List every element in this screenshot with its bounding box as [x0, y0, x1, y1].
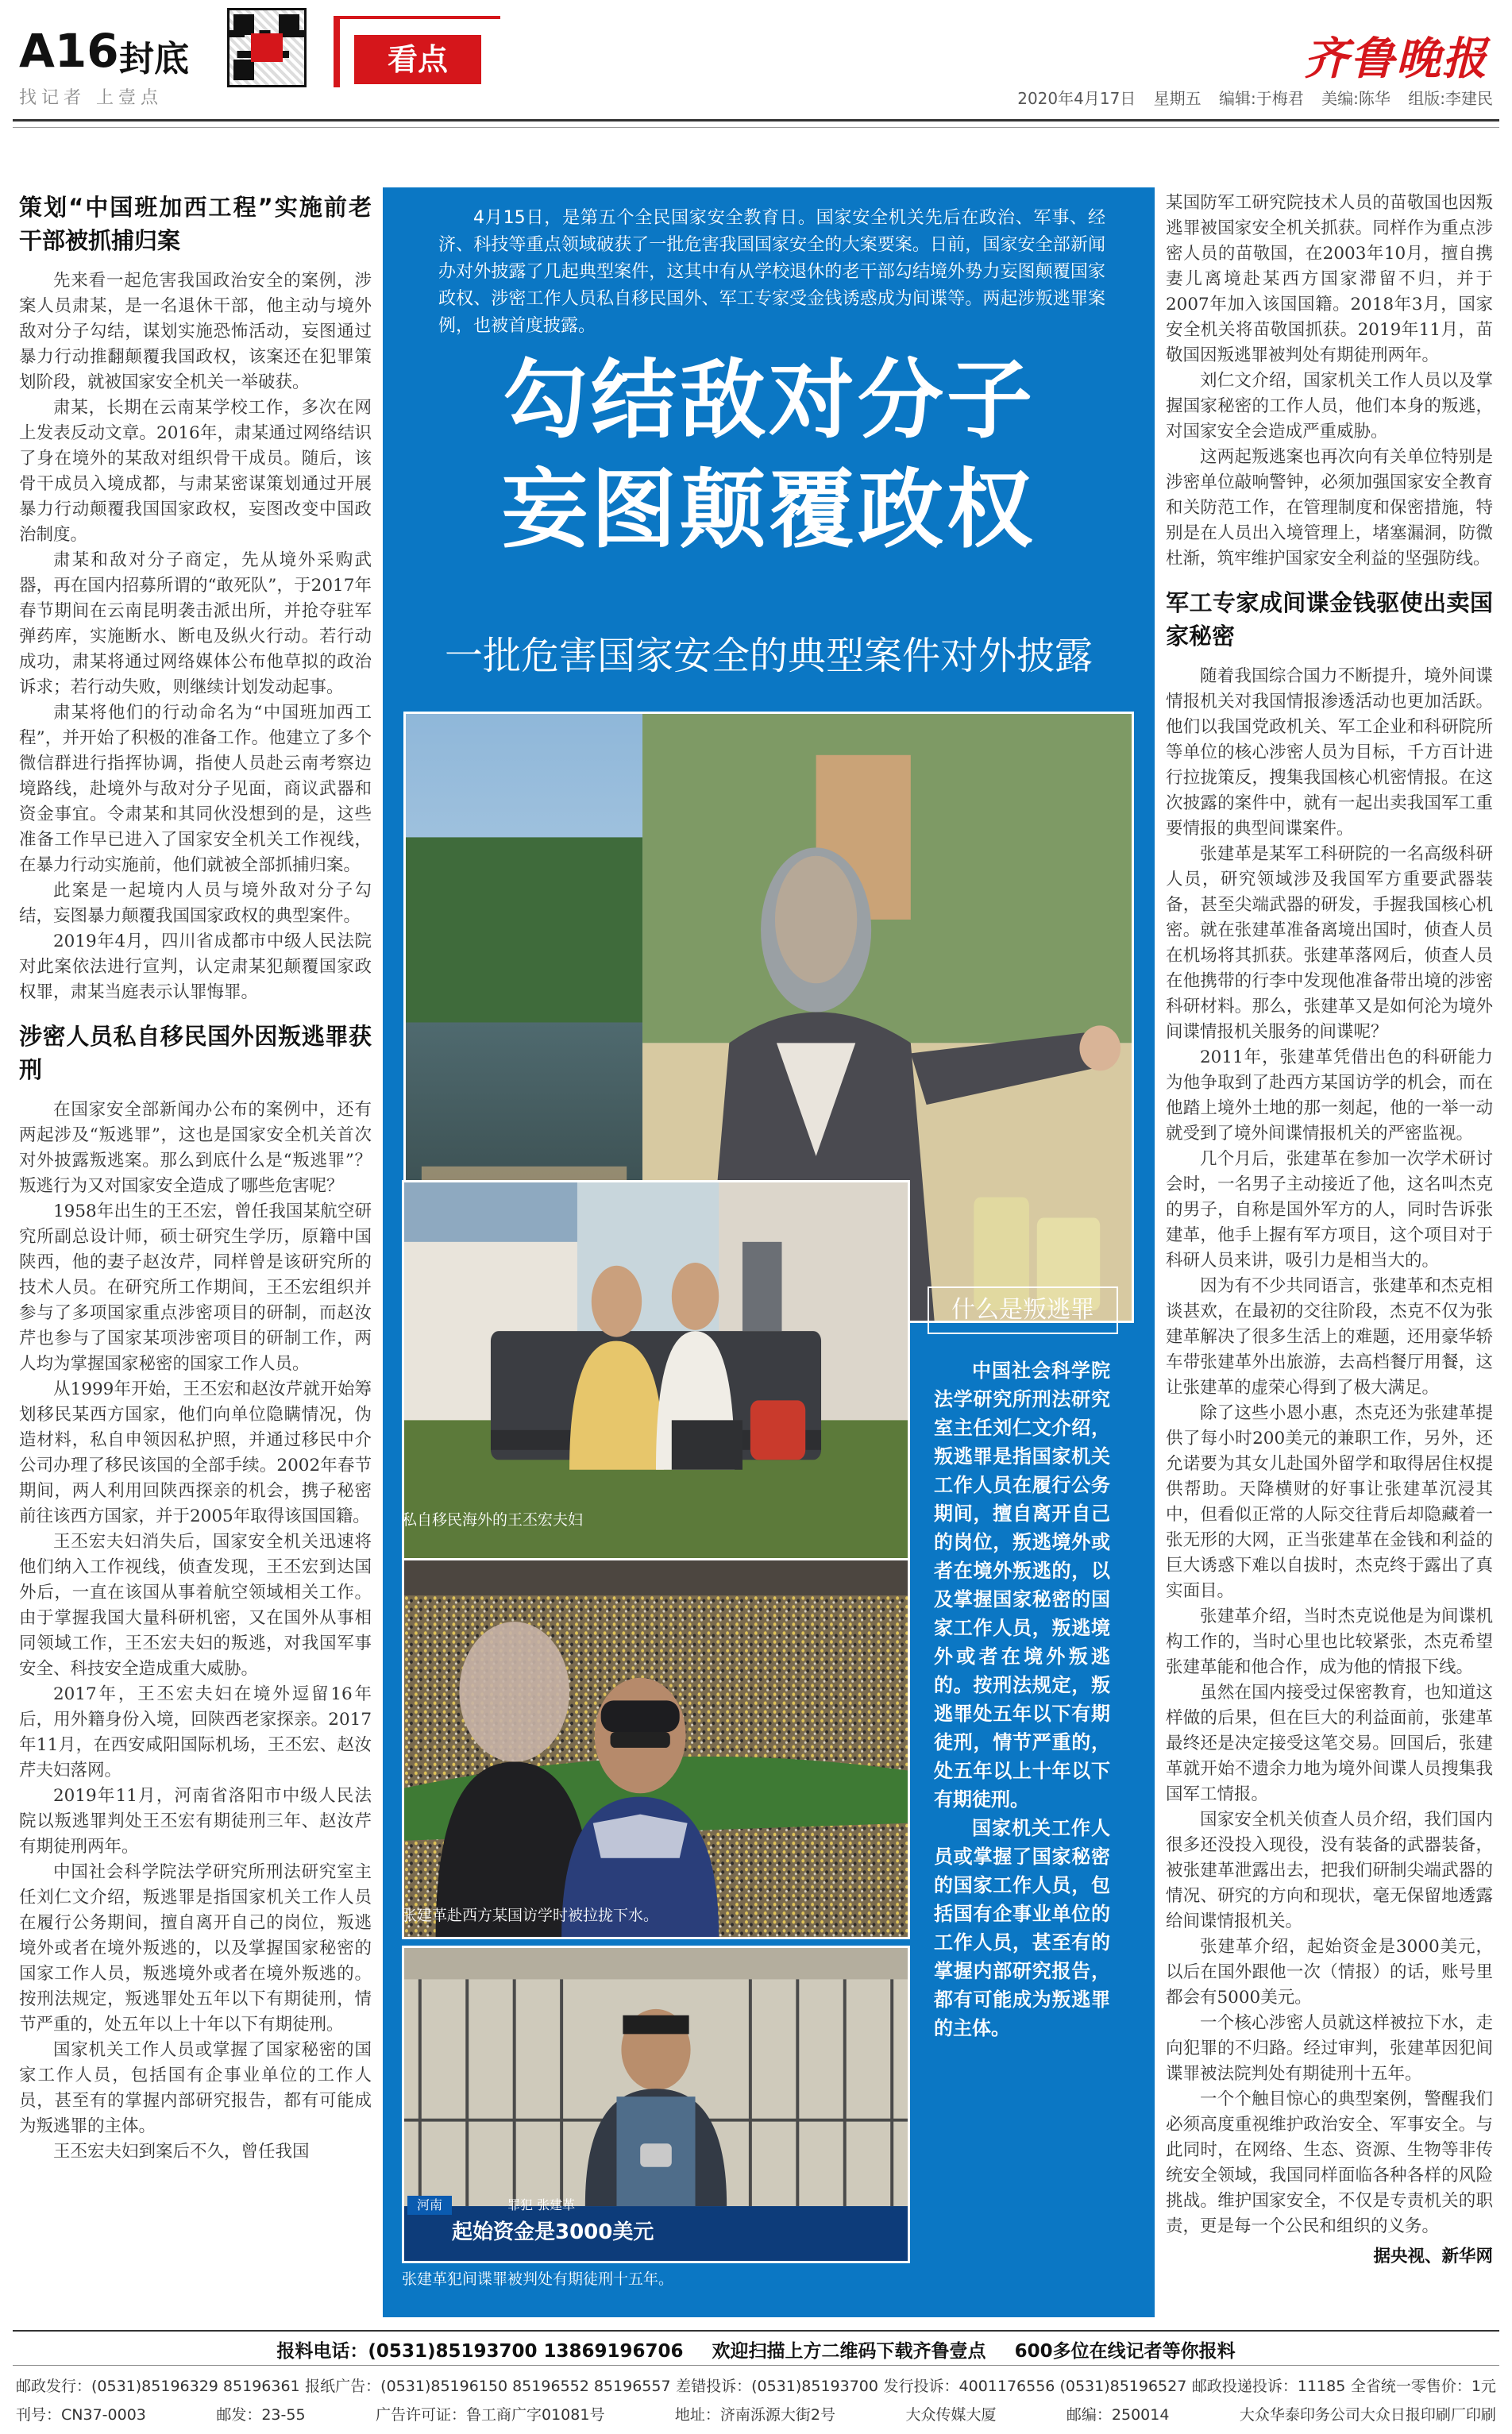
paragraph: 国家机关工作人员或掌握了国家秘密的国家工作人员，包括国有企事业单位的工作人员，甚至有的掌握内部研究报告，都有可能成为叛逃罪的主体。 [19, 2040, 372, 2136]
paragraph: 2011年，张建革凭借出色的科研能力为他争取到了赴西方某国访学的机会，而在他踏上境外土地的那一刻起，他的一举一动就受到了境外间谍情报机关的严密监视。 [1166, 1047, 1493, 1144]
footer-item: 刊号：CN37-0003 [16, 2406, 146, 2424]
tv-lower-third-tag: 罪犯 张建革 [507, 2197, 576, 2212]
sidebar-body [934, 1356, 1110, 2042]
feature-block [383, 187, 1155, 2317]
paragraph: 王丕宏夫妇消失后，国家安全机关迅速将他们纳入工作视线，侦查发现，王丕宏到达国外后，一直在该国从事着航空领域相关工作。由于掌握我国大量科研机密，又在国外从事相同领域工作，王丕宏夫妇的叛逃，对我国军事安全、科技安全造成重大威胁。 [19, 1532, 372, 1679]
paragraph: 几个月后，张建革在参加一次学术研讨会时，一名男子主动接近了他，这名叫杰克的男子，自称是国外军方的人，同时告诉张建革，他手上握有军方项目，这个项目对于科研人员来讲，吸引力是相当大的。 [1166, 1149, 1493, 1271]
footer-item: 大众传媒大厦 [905, 2406, 997, 2424]
source-credit: 据央视、新华网 [1373, 2247, 1493, 2266]
footer-rule [13, 2330, 1499, 2332]
paragraph: 某国防军工研究院技术人员的苗敬国也因叛逃罪被国家安全机关抓获。同样作为重点涉密人员的苗敬国，在2003年10月，擅自携妻儿离境赴某西方国家滞留不归，并于2007年加入该国国籍。2018年3月，国家安全机关将苗敬国抓获。2019年11月，苗敬国因叛逃罪被判处有期徒刑两年。 [1166, 193, 1493, 365]
footer-item: 全省统一零售价：1元 [1350, 2378, 1496, 2395]
photo-stadium[interactable] [402, 1558, 910, 1939]
tv-channel-badge: 河南 [407, 2196, 452, 2215]
tv-subtitle: 起始资金是3000美元 [452, 2220, 654, 2244]
paragraph: 刘仁文介绍，国家机关工作人员以及掌握国家秘密的工作人员，他们本身的叛逃，对国家安全会造成严重威胁。 [1166, 371, 1493, 442]
footer-item: 差错投诉：(0531)85193700 [676, 2378, 878, 2395]
left-column [19, 191, 372, 2165]
paragraph: 张建革介绍，当时杰克说他是为间谍机构工作的，当时心里也比较紧张，杰克希望张建革能和他合作，成为他的情报下线。 [1166, 1607, 1493, 1677]
masthead-logo: 齐鲁晚报 [1304, 33, 1488, 85]
footer-item: 邮政发行：(0531)85196329 85196361 [16, 2378, 300, 2395]
paragraph: 从1999年开始，王丕宏和赵汝芹就开始筹划移民某西方国家，他们向单位隐瞒情况，伪造材料，私自申领因私护照，并通过移民中介公司办理了移民该国的全部手续。2002年春节期间，两人利用回陕西探亲的机会，携子秘密前往该西方国家，并于2005年取得该国国籍。 [19, 1379, 372, 1526]
photo-caption-4: 张建革犯间谍罪被判处有期徒刑十五年。 [402, 2270, 674, 2288]
reporters-online: 600多位在线记者等你报料 [1014, 2341, 1236, 2362]
sub-headline: 一批危害国家安全的典型案件对外披露 [444, 634, 1093, 678]
paragraph: 王丕宏夫妇到案后不久，曾任我国 [53, 2142, 310, 2162]
paragraph: 先来看一起危害我国政治安全的案例，涉案人员肃某，是一名退休干部，他主动与境外敌对分子勾结，谋划实施恐怖活动，妄图通过暴力行动推翻颠覆我国政权，该案还在犯罪策划阶段，就被国家安全机关一举破获。 [19, 271, 372, 392]
paragraph: 这两起叛逃案也再次向有关单位特别是涉密单位敲响警钟，必须加强国家安全教育和关防范工作，在管理制度和保密措施，特别是在人员出入境管理上，堵塞漏洞，防微杜渐，筑牢维护国家安全利益的坚强防线。 [1166, 447, 1493, 569]
paragraph: 2017年，王丕宏夫妇在境外逗留16年后，用外籍身份入境，回陕西老家探亲。2017年11月，在西安咸阳国际机场，王丕宏、赵汝芹夫妇落网。 [19, 1684, 372, 1780]
article-heading-spy: 军工专家成间谍金钱驱使出卖国家秘密 [1166, 589, 1493, 650]
editor-credit: 编辑:于梅君 [1219, 89, 1304, 108]
paragraph: 中国社会科学院法学研究所刑法研究室主任刘仁文介绍，叛逃罪是指国家机关工作人员在履行公务期间，擅自离开自己的岗位，叛逃境外或者在境外叛逃的，以及掌握国家秘密的国家工作人员，叛逃境外或者在境外叛逃的。按刑法规定，叛逃罪处五年以下有期徒刑，情节严重的，处五年以上十年以下有期徒刑。 [19, 1862, 372, 2035]
page-name: 封底 [119, 39, 189, 79]
sidebar-what-is-defection [928, 1286, 1118, 2224]
photo-couple-bench[interactable] [402, 1180, 910, 1561]
footer-rule-thin [13, 2365, 1499, 2366]
layout-credit: 组版:李建民 [1408, 89, 1493, 108]
app-promo: 欢迎扫描上方二维码下载齐鲁壹点 [712, 2341, 986, 2362]
paragraph: 此案是一起境内人员与境外敌对分子勾结，妄图暴力颠覆我国国家政权的典型案件。 [19, 881, 372, 926]
lead-paragraph: 4月15日，是第五个全民国家安全教育日。国家安全机关先后在政治、军事、经济、科技等重点领域破获了一批危害我国国家安全的大案要案。日前，国家安全部新闻办对外披露了几起典型案件，这其中有从学校退休的老干部勾结境外势力妄图颠覆国家政权、涉密工作人员私自移民国外、军工专家受金钱诱惑成为间谍等。两起涉叛逃罪案例，也被首度披露。 [438, 208, 1105, 336]
sidebar-paragraph: 国家机关工作人员或掌握了国家秘密的国家工作人员，包括国有企事业单位的工作人员，甚至有的掌握内部研究报告，都有可能成为叛逃罪的主体。 [934, 1817, 1110, 2039]
article-heading-defection: 涉密人员私自移民国外因叛逃罪获刑 [19, 1023, 372, 1083]
page-footer [0, 2330, 1512, 2434]
paragraph: 除了这些小恩小惠，杰克还为张建革提供了每小时200美元的兼职工作，另外，还允诺要为其女儿赴国外留学和取得居住权提供帮助。天降横财的好事让张建革沉浸其中，但看似正常的人际交往背后却隐藏着一张无形的大网，正当张建革在金钱和利益的巨大诱惑下难以自拔时，杰克终于露出了真实面目。 [1166, 1403, 1493, 1601]
footer-item: 邮政投递投诉：11185 [1191, 2378, 1346, 2395]
paragraph: 一个个触目惊心的典型案例，警醒我们必须高度重视维护政治安全、军事安全。与此同时，在网络、生态、资源、生物等非传统安全领域，我国同样面临各种各样的风险挑战。维护国家安全，不仅是专责机关的职责，更是每一个公民和组织的义务。 [1166, 2089, 1493, 2236]
footer-item: 邮发：23-55 [216, 2406, 306, 2424]
paragraph: 因为有不少共同语言，张建革和杰克相谈甚欢，在最初的交往阶段，杰克不仅为张建革解决了很多生活上的难题，还用豪华轿车带张建革外出旅游，去高档餐厅用餐，这让张建革的虚荣心得到了极大满足。 [1166, 1276, 1493, 1398]
footer-hotline-row [0, 2336, 1512, 2363]
paragraph: 肃某和敌对分子商定，先从境外采购武器，再在国内招募所谓的“敢死队”，于2017年春节期间在云南昆明袭击派出所，并抢夺驻军弹药库，实施断水、断电及纵火行动。若行动成功，肃某将通过网络媒体公布他草拟的政治诉求；若行动失败，则继续计划发动起事。 [19, 550, 372, 697]
right-column [1166, 191, 1493, 2270]
footer-item: 发行投诉：4001176556 (0531)85196527 [883, 2378, 1187, 2395]
sidebar-rule [928, 1333, 1118, 1334]
sidebar-title: 什么是叛逃罪 [928, 1286, 1118, 1333]
footer-item: 大众华泰印务公司大众日报印刷厂印刷 [1239, 2406, 1496, 2424]
photo-caption-2: 私自移民海外的王丕宏夫妇 [402, 1511, 584, 1529]
qr-logo [251, 33, 283, 62]
courtroom-photo-image [404, 1948, 908, 2261]
footer-item: 广告许可证：鲁工商广字01081号 [376, 2406, 605, 2424]
paragraph: 1958年出生的王丕宏，曾任我国某航空研究所副总设计师，硕士研究生学历，原籍中国陕西，他的妻子赵汝芹，同样曾是该研究所的技术人员。在研究所工作期间，王丕宏组织并参与了多项国家重点涉密项目的研制，而赵汝芹也参与了国家某项涉密项目的研制工作，两人均为掌握国家秘密的国家工作人员。 [19, 1202, 372, 1374]
article-heading-plot: 策划“中国班加西工程”实施前老干部被抓捕归案 [19, 194, 372, 254]
paragraph: 张建革是某军工科研院的一名高级科研人员，研究领域涉及我国军方重要武器装备，甚至尖端武器的研发，手握我国核心机密。就在张建革准备离境出国时，侦查人员在机场将其抓获。张建革落网后，侦查人员在他携带的行李中发现他准备带出境的涉密科研材料。那么，张建革又是如何沦为境外间谍情报机关服务的间谍呢？ [1166, 844, 1493, 1042]
stadium-photo-image [404, 1560, 908, 1937]
sidebar-paragraph: 中国社会科学院法学研究所刑法研究室主任刘仁文介绍，叛逃罪是指国家机关工作人员在履行公务期间，擅自离开自己的岗位，叛逃境外或者在境外叛逃的，以及掌握国家秘密的国家工作人员，叛逃境外或者在境外叛逃的。按刑法规定，叛逃罪处五年以下有期徒刑，情节严重的，处五年以上十年以下有期徒刑。 [934, 1360, 1110, 1811]
tip-line: 找记者 上壹点 [19, 88, 163, 108]
couple-photo-image [404, 1182, 908, 1559]
issue-date: 2020年4月17日 [1017, 89, 1136, 108]
designer-credit: 美编:陈华 [1321, 89, 1390, 108]
paragraph: 虽然在国内接受过保密教育，也知道这样做的后果，但在巨大的利益面前，张建革最终还是决定接受这笔交易。回国后，张建革就开始不遗余力地为境外间谍人员搜集我国军工情报。 [1166, 1683, 1493, 1804]
photo-courtroom[interactable] [402, 1946, 910, 2263]
hotline: 报料电话：(0531)85193700 13869196706 [276, 2341, 684, 2362]
page-header [0, 0, 1512, 143]
footer-item: 邮编：250014 [1066, 2406, 1170, 2424]
paragraph: 肃某，长期在云南某学校工作，多次在网上发表反动文章。2016年，肃某通过网络结识了身在境外的某敌对组织骨干成员。随后，该骨干成员入境成都，与肃某密谋策划通过开展暴力行动颠覆我国国家政权，妄图改变中国政治制度。 [19, 398, 372, 545]
footer-publication-row [16, 2403, 1496, 2424]
paragraph: 2019年4月，四川省成都市中级人民法院对此案依法进行宣判，认定肃某犯颠覆国家政权罪，肃某当庭表示认罪悔罪。 [19, 932, 372, 1002]
paragraph: 2019年11月，河南省洛阳市中级人民法院以叛逃罪判处王丕宏有期徒刑三年、赵汝芹有期徒刑两年。 [19, 1786, 372, 1857]
page-number: A16 [19, 24, 119, 78]
header-rule [13, 119, 1499, 122]
header-rule-thin [13, 127, 1499, 128]
section-tag: 看点 [354, 35, 481, 84]
footer-item: 地址：济南泺源大街2号 [674, 2406, 835, 2424]
paragraph: 一个核心涉密人员就这样被拉下水，走向犯罪的不归路。经过审判，张建革因犯间谍罪被法院判处有期徒刑十五年。 [1166, 2013, 1493, 2084]
paragraph: 在国家安全部新闻办公布的案例中，还有两起涉及“叛逃罪”，这也是国家安全机关首次对外披露叛逃案。那么到底什么是“叛逃罪”？叛逃行为又对国家安全造成了哪些危害呢？ [19, 1100, 372, 1196]
footer-item: 报纸广告：(0531)85196150 85196552 85196557 [305, 2378, 671, 2395]
headline-line-1: 勾结敌对分子 [501, 351, 1036, 450]
paragraph: 随着我国综合国力不断提升，境外间谍情报机关对我国情报渗透活动也更加活跃。他们以我国党政机关、军工企业和科研院所等单位的核心涉密人员为目标，千方百计进行拉拢策反，搜集我国核心机密情报。在这次披露的案件中，就有一起出卖我国军工重要情报的典型间谍案件。 [1166, 666, 1493, 839]
edit-line [1005, 86, 1493, 109]
photo-caption-3: 张建革赴西方某国访学时被拉拢下水。 [402, 1907, 659, 1924]
main-headline [405, 346, 1132, 565]
footer-contact-row [16, 2374, 1496, 2396]
headline-line-2: 妄图颠覆政权 [501, 461, 1036, 560]
paragraph: 国家安全机关侦查人员介绍，我们国内很多还没投入现役，没有装备的武器装备，被张建革泄露出去，把我们研制尖端武器的情况、研究的方向和现状，毫无保留地透露给间谍情报机关。 [1166, 1810, 1493, 1931]
paragraph: 肃某将他们的行动命名为“中国班加西工程”，并开始了积极的准备工作。他建立了多个微信群进行指挥协调，指使人员赴云南考察边境路线，赴境外与敌对分子见面，商议武器和资金事宜。令肃某和其同伙没想到的是，这些准备工作早已进入了国家安全机关工作视线，在暴力行动实施前，他们就被全部抓捕归案。 [19, 703, 372, 875]
issue-weekday: 星期五 [1153, 89, 1202, 108]
paragraph: 张建革介绍，起始资金是3000美元，以后在国外跟他一次（情报）的话，账号里都会有5000美元。 [1166, 1937, 1493, 2008]
